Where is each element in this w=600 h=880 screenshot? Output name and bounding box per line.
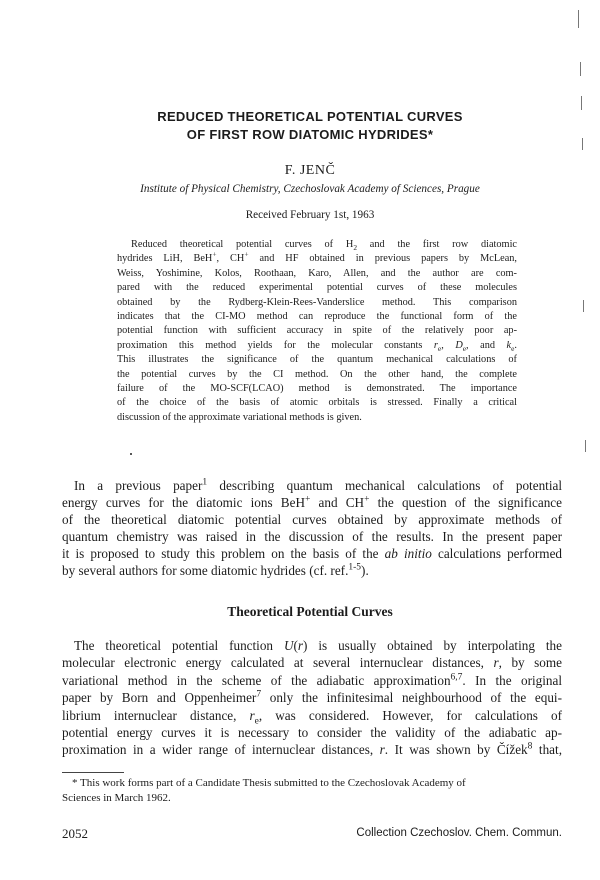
body-line: of the theoretical diatomic potential curves obtained by approximate methods of [62, 512, 562, 527]
abstract-line: indicates that the CI-MO method can reproduce the functional form of the [117, 311, 517, 323]
body-line: variational method in the scheme of the adiabatic approximation$^{6,7}$. In the original [62, 672, 562, 688]
abstract-line: pared with the reduced experimental potential curves of these molecules [117, 282, 517, 294]
scan-speck [130, 453, 132, 455]
abstract-line: hydrides LiH, BeH+, CH+ and HF obtained in previous papers by McLean, [117, 249, 517, 265]
scan-edge-mark [580, 62, 581, 76]
scan-edge-mark [578, 10, 579, 28]
abstract-line: the potential curves by the CI method. On the other hand, the complete [117, 368, 517, 380]
abstract-line: potential function with sufficient accuracy in spite of the relatively poor ap- [117, 325, 517, 337]
abstract-line: This illustrates the significance of the quantum mechanical calculations of [117, 354, 517, 366]
abstract [117, 238, 517, 425]
body-line: potential energy curves it is necessary to consider the validity of the adiabatic ap- [62, 725, 562, 741]
body-line: In a previous paper$^1$ describing quantum mechanical calculations of potential [74, 477, 563, 493]
footnote-line: * This work forms part of a Candidate Thesis submitted to the Czechoslovak Academy of [72, 777, 466, 789]
body-line: The theoretical potential function U(r) is usually obtained by interpolating the [74, 638, 562, 653]
abstract-line: Weiss, Yoshimine, Kolos, Roothaan, Karo, Allen, and the author are com- [117, 267, 517, 279]
article-title-line-2: OF FIRST ROW DIATOMIC HYDRIDES* [186, 127, 434, 142]
abstract-line: of the choice of the basis of atomic orbitals is stressed. Finally a critical [117, 397, 517, 409]
page-number: 2052 [62, 826, 88, 841]
body-line: paper by Born and Oppenheimer$^7$ only the infinitesimal neighbourhood of the equi- [62, 689, 562, 706]
author-affiliation: Institute of Physical Chemistry, Czechoslovak Academy of Sciences, Prague [140, 183, 480, 195]
body-line: by several authors for some diatomic hydrides (cf. ref.$^{1-5}$). [62, 562, 369, 578]
intro-paragraph [62, 477, 562, 579]
abstract-line: proximation this method yields for the molecular constants $r_e$, $D_e$, and $k_e$. [117, 339, 517, 353]
abstract-line: Reduced theoretical potential curves of $H_2$ and the first row diatomic [131, 239, 518, 253]
body-line: librium internuclear distance, $r_e$, was considered. However, for calculations of [62, 707, 562, 727]
section-paragraph [62, 637, 562, 759]
abstract-line: obtained by the Rydberg-Klein-Rees-Vanderslice method. This comparison [117, 296, 517, 308]
article-title-line-1: REDUCED THEORETICAL POTENTIAL CURVES [157, 109, 463, 124]
footnote-rule [62, 772, 124, 773]
body-line: energy curves for the diatomic ions BeH+ and CH+ the question of the significance [62, 494, 562, 510]
body-line: molecular electronic energy calculated at several internuclear distances, r, by some [62, 655, 562, 671]
body-line: proximation in a wider range of internuclear distances, r. It was shown by Čížek$^8$ that, [62, 742, 562, 758]
body-line: quantum chemistry was raised in the discussion of the results. In the present paper [62, 529, 562, 544]
body-line: it is proposed to study this problem on the basis of the ab initio calculations performed [62, 546, 563, 561]
scan-edge-mark [582, 138, 583, 150]
scan-edge-mark [585, 440, 586, 452]
footnote [62, 776, 562, 806]
received-date: Received February 1st, 1963 [245, 209, 375, 221]
author-name: F. JENČ [284, 163, 336, 178]
abstract-line: discussion of the approximate variational methods is given. [117, 411, 362, 423]
scan-edge-mark [581, 96, 582, 110]
footnote-line: Sciences in March 1962. [62, 792, 171, 804]
abstract-line: failure of the MO-SCF(LCAO) method is demonstrated. The importance [117, 383, 517, 395]
section-heading: Theoretical Potential Curves [227, 604, 393, 619]
journal-name: Collection Czechoslov. Chem. Commun. [356, 827, 562, 839]
scan-edge-mark [583, 300, 584, 312]
